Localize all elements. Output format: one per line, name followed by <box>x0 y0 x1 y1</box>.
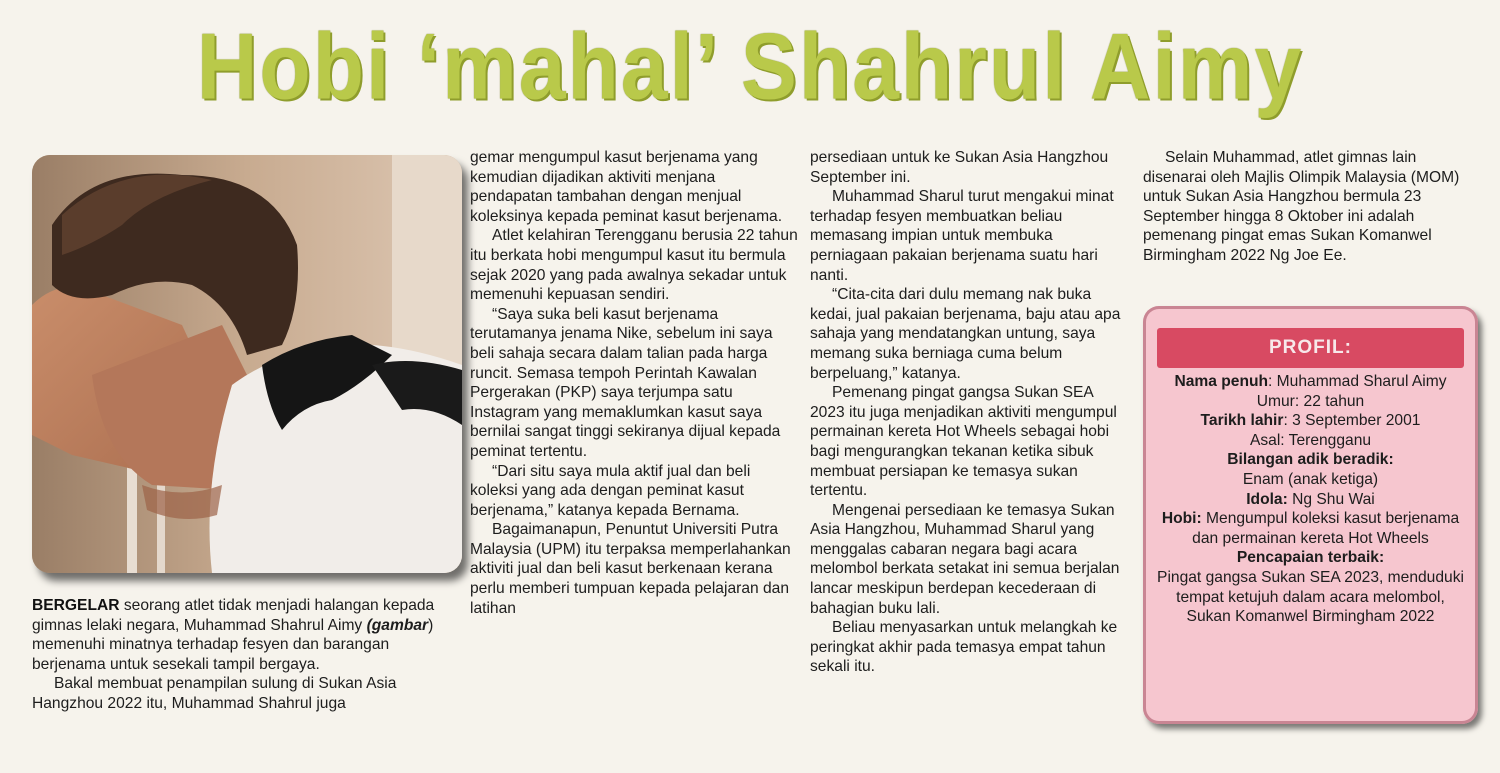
profile-value: Mengumpul koleksi kasut berjenama dan permainan kereta Hot Wheels <box>1192 510 1460 547</box>
profile-value: Enam (anak ketiga) <box>1242 470 1379 488</box>
profile-birthdate <box>1153 411 1468 431</box>
text: seorang atlet tidak menjadi halangan kepada gimnas lelaki negara, Muhammad Shahrul Aimy <box>32 597 435 634</box>
profile-label: Tarikh lahir <box>1200 412 1284 430</box>
athlete-portrait-icon <box>32 155 462 573</box>
paragraph: Mengenai persediaan ke temasya Sukan Asia Hangzhou, Muhammad Sharul yang menggalas cabaran negara bagi acara melombol berkata setakat ini semua berjalan lancar meskipun berdepan kecederaan di bahagian buku lali. <box>810 501 1120 617</box>
profile-value: : 3 September 2001 <box>1283 412 1421 430</box>
paragraph: Pemenang pingat gangsa Sukan SEA 2023 itu juga menjadikan aktiviti mengumpul permainan kereta Hot Wheels sebagai hobi bagi mengurangkan tekanan ketika sibuk membuat persiapan ke temasya sukan tertentu. <box>810 384 1117 500</box>
profile-label: Hobi: <box>1161 510 1202 528</box>
paragraph: persediaan untuk ke Sukan Asia Hangzhou September ini. <box>810 149 1109 186</box>
paragraph: Bagaimanapun, Penuntut Universiti Putra Malaysia (UPM) itu terpaksa memperlahankan aktiviti jual dan beli kasut berkenaan kerana perlu memberi tumpuan kepada pelajaran dan latihan <box>470 521 791 617</box>
paragraph: Atlet kelahiran Terengganu berusia 22 tahun itu berkata hobi mengumpul kasut itu bermula sejak 2020 yang pada awalnya sekadar untuk memenuhi kepuasan sendiri. <box>470 227 798 304</box>
profile-value: : Muhammad Sharul Aimy <box>1268 373 1447 390</box>
paragraph: “Cita-cita dari dulu memang nak buka kedai, jual pakaian berjenama, baju atau apa sahaja yang mendatangkan untung, saya memang suka berniaga cuma belum berpeluang,” katanya. <box>810 286 1121 382</box>
profile-label: Bilangan adik beradik: <box>1227 451 1394 469</box>
column-4 <box>1143 148 1473 266</box>
paragraph: Selain Muhammad, atlet gimnas lain disenarai oleh Majlis Olimpik Malaysia (MOM) untuk Sukan Asia Hangzhou bermula 23 September hingga 8 Oktober ini adalah pemenang pingat emas Sukan Komanwel Birmingham 2022 Ng Joe Ee. <box>1143 149 1460 264</box>
profile-label: Idola: <box>1246 490 1288 508</box>
paragraph <box>32 596 452 674</box>
gambar-note: (gambar <box>366 616 429 634</box>
paragraph: “Saya suka beli kasut berjenama terutamanya jenama Nike, sebelum ini saya beli sahaja secara dalam talian pada harga runcit. Semasa tempoh Perintah Kawalan Pergerakan (PKP) saya terjumpa satu Instagram yang memaklumkan kasut saya bernilai sangat tinggi sekiranya dijual kepada peminat tertentu. <box>470 305 781 460</box>
profile-label: Nama penuh <box>1174 373 1269 390</box>
column-3 <box>810 148 1130 677</box>
profile-hobby <box>1153 509 1468 548</box>
lead-word: BERGELAR <box>32 597 120 614</box>
text: ) memenuhi minatnya terhadap fesyen dan barangan berjenama untuk sesekali tampil bergaya. <box>32 616 434 673</box>
profile-label: Pencapaian terbaik: <box>1236 549 1385 567</box>
paragraph: Beliau menyasarkan untuk melangkah ke peringkat akhir pada temasya empat tahun sekali itu. <box>810 619 1118 676</box>
athlete-photo <box>32 155 462 573</box>
profile-origin: Asal: Terengganu <box>1249 431 1372 449</box>
profile-age: Umur: 22 tahun <box>1256 392 1365 410</box>
column-2 <box>470 148 800 618</box>
profile-name <box>1153 372 1468 392</box>
headline: Hobi ‘mahal’ Shahrul Aimy <box>196 13 1304 119</box>
profile-value: Ng Shu Wai <box>1287 490 1375 508</box>
paragraph: gemar mengumpul kasut berjenama yang kemudian dijadikan aktiviti menjana pendapatan tambahan dengan menjual koleksinya kepada peminat kasut berjenama. <box>470 149 783 225</box>
profile-idol <box>1153 490 1468 510</box>
paragraph: Muhammad Sharul turut mengakui minat terhadap fesyen membuatkan beliau memasang impian untuk membuka perniagaan pakaian berjenama suatu hari nanti. <box>810 188 1114 284</box>
paragraph: “Dari situ saya mula aktif jual dan beli koleksi yang ada dengan peminat kasut berjenama,” katanya kepada Bernama. <box>470 462 751 519</box>
profile-title: PROFIL: <box>1157 328 1464 368</box>
paragraph: Bakal membuat penampilan sulung di Sukan Asia Hangzhou 2022 itu, Muhammad Shahrul juga <box>32 675 397 712</box>
profile-body <box>1153 372 1468 627</box>
profile-value: Pingat gangsa Sukan SEA 2023, menduduki tempat ketujuh dalam acara melombol, Sukan Komanwel Birmingham 2022 <box>1157 568 1464 626</box>
column-1 <box>32 596 452 714</box>
profile-box <box>1143 306 1478 724</box>
